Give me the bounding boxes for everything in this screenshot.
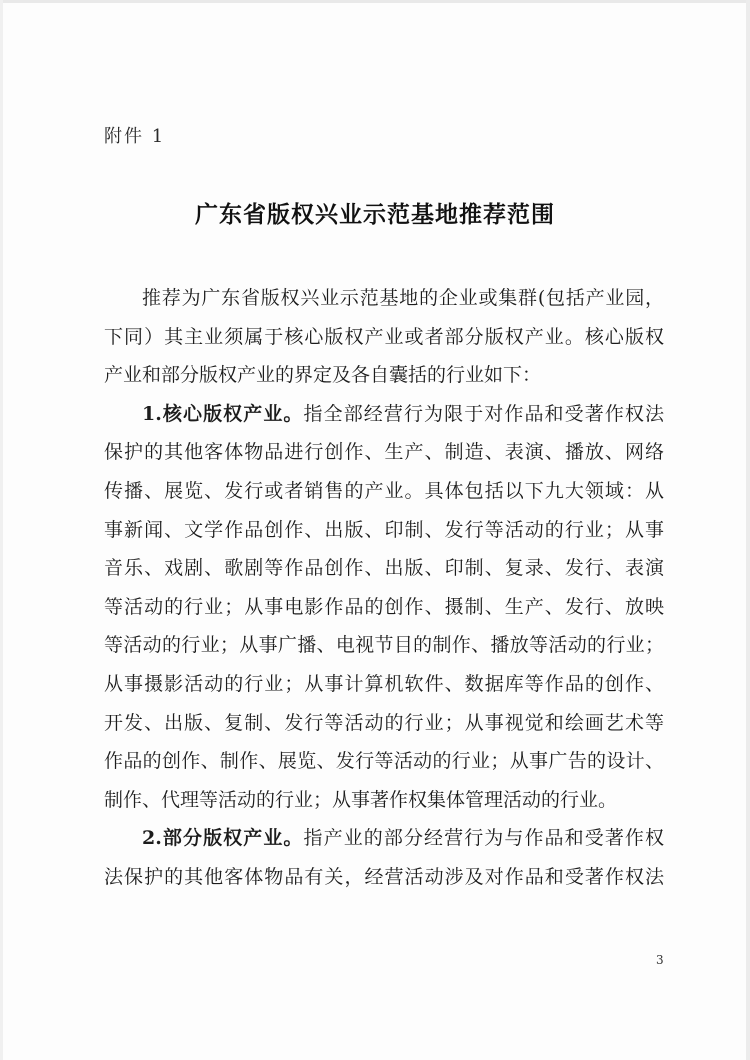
section2-heading: 2.部分版权产业。 xyxy=(142,827,304,850)
section1-line: 开发、出版、复制、发行等活动的行业；从事视觉和绘画艺术等 xyxy=(104,711,664,734)
scan-edge-left xyxy=(0,0,3,1060)
section1-line: 音乐、戏剧、歌剧等作品创作、出版、印制、复录、发行、表演 xyxy=(104,557,664,580)
attachment-label: 附件 1 xyxy=(104,126,166,147)
intro-line: 产业和部分版权产业的界定及各自囊括的行业如下： xyxy=(104,364,542,387)
section2-line: 法保护的其他客体物品有关，经营活动涉及对作品和受著作权法 xyxy=(104,865,664,888)
section1-line: 事新闻、文学作品创作、出版、印制、发行等活动的行业；从事 xyxy=(104,518,664,541)
section2-first-line-text: 指产业的部分经营行为与作品和受著作权 xyxy=(303,827,664,850)
section1-first-line xyxy=(104,395,664,434)
section1-line: 制作、代理等活动的行业；从事著作权集体管理活动的行业。 xyxy=(104,788,618,811)
section1-heading: 1.核心版权产业。 xyxy=(142,402,304,425)
section1-line: 等活动的行业；从事电影作品的创作、摄制、生产、发行、放映 xyxy=(104,595,664,618)
section1-first-line-text: 指全部经营行为限于对作品和受著作权法 xyxy=(303,402,664,425)
document-body xyxy=(104,279,664,897)
intro-line: 下同）其主业须属于核心版权产业或者部分版权产业。核心版权 xyxy=(104,325,664,348)
section1-line: 传播、展览、发行或者销售的产业。具体包括以下九大领域：从 xyxy=(104,479,664,502)
section1-line: 等活动的行业；从事广播、电视节目的制作、播放等活动的行业； xyxy=(104,634,664,657)
document-title: 广东省版权兴业示范基地推荐范围 xyxy=(195,201,555,228)
section1-line: 保护的其他客体物品进行创作、生产、制造、表演、播放、网络 xyxy=(104,441,664,464)
scan-edge-top xyxy=(0,0,750,3)
scan-edge-right xyxy=(746,0,750,1060)
section1-line: 从事摄影活动的行业；从事计算机软件、数据库等作品的创作、 xyxy=(104,672,664,695)
intro-line: 推荐为广东省版权兴业示范基地的企业或集群(包括产业园， xyxy=(142,287,664,309)
section2-first-line xyxy=(104,819,664,858)
page-number: 3 xyxy=(656,953,664,967)
section1-line: 作品的创作、制作、展览、发行等活动的行业；从事广告的设计、 xyxy=(104,750,664,773)
